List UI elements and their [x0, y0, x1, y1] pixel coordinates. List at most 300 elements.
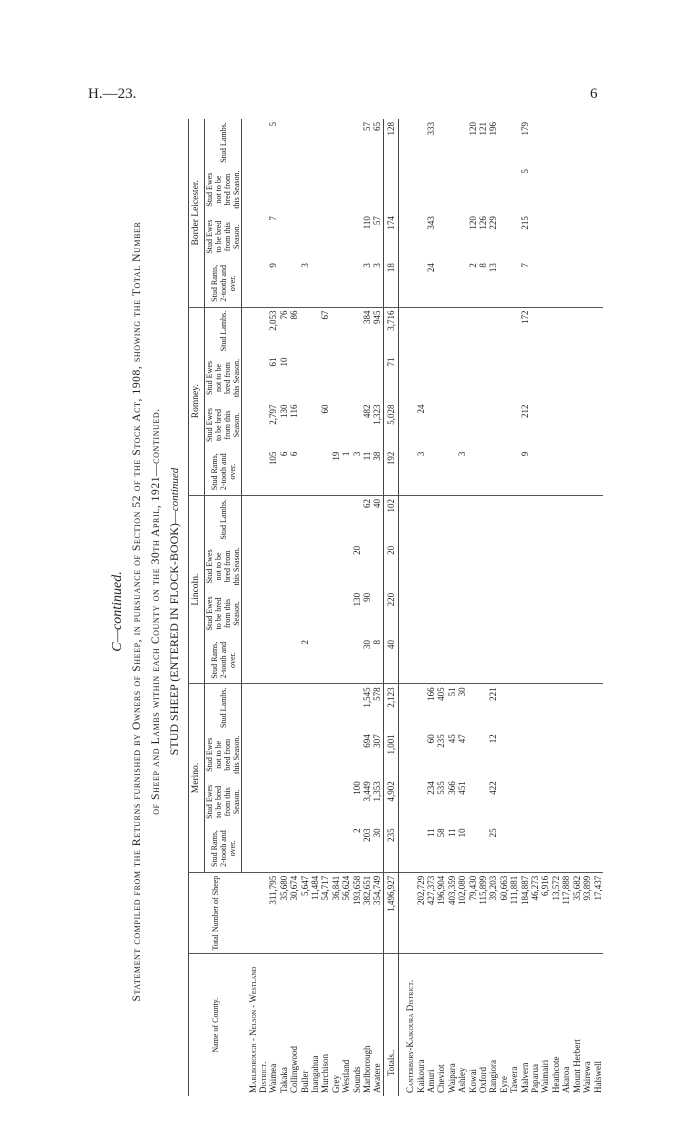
count-cell	[436, 449, 446, 496]
county-column-header: Name of County.	[189, 954, 242, 1096]
count-cell	[426, 402, 436, 449]
count-cell	[320, 684, 330, 731]
count-cell: 3	[372, 263, 383, 268]
empty-cell	[242, 449, 269, 496]
count-cell	[530, 449, 540, 496]
empty-cell	[399, 307, 416, 354]
count-cell	[478, 543, 488, 590]
count-cell	[447, 354, 457, 401]
table-row	[362, 119, 372, 1096]
count-cell	[447, 166, 457, 213]
county-name: Heathcote	[551, 954, 561, 1096]
count-cell	[426, 307, 436, 354]
count-cell: 100	[351, 781, 362, 795]
count-cell	[530, 260, 540, 307]
total-cell: 427,373	[426, 872, 436, 954]
count-cell: 482	[361, 404, 372, 419]
count-cell	[300, 590, 310, 637]
count-cell	[457, 213, 467, 260]
count-cell	[279, 166, 289, 213]
count-cell	[540, 354, 550, 401]
count-cell	[331, 731, 341, 778]
count-cell	[320, 119, 330, 166]
county-name: Malvern	[520, 954, 530, 1096]
county-name: Amuri	[426, 954, 436, 1096]
count-cell	[478, 684, 488, 731]
count-cell: 110	[361, 216, 372, 230]
romney-ewes-not-bred-header: Stud Ewes not to be bred from this Season.	[205, 354, 242, 401]
total-cell: 60,663	[499, 872, 509, 954]
count-cell	[289, 119, 299, 166]
count-cell	[540, 590, 550, 637]
totals-label: Totals..	[383, 954, 398, 1096]
empty-cell	[242, 825, 269, 872]
count-cell	[372, 590, 383, 637]
count-cell: 24	[415, 404, 426, 414]
count-cell	[289, 166, 299, 213]
count-cell	[341, 731, 351, 778]
count-cell	[331, 119, 341, 166]
count-cell	[310, 731, 320, 778]
count-cell	[572, 166, 582, 213]
count-cell: 343	[426, 216, 436, 230]
count-cell	[540, 684, 550, 731]
count-cell	[279, 543, 289, 590]
count-cell	[582, 354, 592, 401]
count-cell: 6	[289, 451, 300, 457]
count-cell: 128	[383, 119, 398, 166]
count-cell	[530, 778, 540, 825]
count-cell	[488, 402, 498, 449]
count-cell	[561, 543, 571, 590]
county-name: Buller	[300, 954, 310, 1096]
count-cell	[509, 778, 519, 825]
county-name: Tawera	[509, 954, 519, 1096]
table-row	[310, 119, 320, 1096]
count-cell	[509, 543, 519, 590]
count-cell	[341, 260, 351, 307]
count-cell	[426, 495, 436, 542]
count-cell	[488, 166, 498, 213]
count-cell	[593, 307, 603, 354]
count-cell: 384	[362, 307, 372, 354]
count-cell	[268, 684, 278, 731]
count-cell	[499, 590, 509, 637]
count-cell	[572, 778, 582, 825]
count-cell	[341, 637, 351, 684]
county-name: Takaka	[279, 954, 289, 1096]
romney-lambs-header: Stud Lambs.	[205, 307, 242, 354]
count-cell	[478, 166, 488, 213]
count-cell	[530, 307, 540, 354]
empty-cell	[399, 731, 416, 778]
lincoln-rams-header: Stud Rams, 2-tooth and over.	[205, 637, 242, 684]
count-cell: 5,028	[383, 402, 398, 449]
count-cell	[468, 825, 478, 872]
merino-header: Merino.	[189, 684, 205, 872]
count-cell	[520, 637, 530, 684]
total-cell: 202,729	[416, 872, 426, 954]
count-cell	[582, 778, 592, 825]
count-cell: 2,123	[383, 684, 398, 731]
page-number: 6	[590, 86, 598, 102]
count-cell	[310, 354, 320, 401]
count-cell	[551, 778, 561, 825]
empty-cell	[242, 637, 269, 684]
count-cell	[310, 495, 320, 542]
count-cell	[436, 590, 446, 637]
border-leicester-header: Border Leicester.	[189, 119, 205, 307]
count-cell: 1,001	[383, 731, 398, 778]
count-cell	[509, 213, 519, 260]
count-cell	[478, 495, 488, 542]
county-name: Ashley	[457, 954, 467, 1096]
count-cell: 12	[488, 734, 499, 744]
count-cell	[268, 778, 278, 825]
count-cell: 19	[330, 451, 341, 461]
count-cell	[300, 307, 310, 354]
count-cell: 196	[488, 122, 499, 136]
romney-ewes-bred-header: Stud Ewes to be bred from this Season.	[205, 402, 242, 449]
count-cell	[457, 119, 467, 166]
count-cell	[540, 637, 550, 684]
county-name: Westland	[341, 954, 351, 1096]
count-cell	[279, 684, 289, 731]
count-cell: 105	[268, 451, 279, 466]
count-cell	[551, 354, 561, 401]
rotated-statement	[108, 119, 613, 1104]
count-cell	[436, 119, 446, 166]
count-cell: 102	[383, 495, 398, 542]
count-cell	[331, 495, 341, 542]
count-cell	[488, 307, 498, 354]
county-name: Kaikoura	[416, 954, 426, 1096]
romney-header: Romney.	[189, 307, 205, 495]
count-cell	[540, 119, 550, 166]
count-cell: 25	[488, 828, 499, 838]
count-cell: 215	[519, 216, 530, 230]
count-cell	[447, 495, 457, 542]
count-cell	[468, 495, 478, 542]
county-name: Mount Herbert	[572, 954, 582, 1096]
county-name: Wairewa	[582, 954, 592, 1096]
count-cell	[509, 354, 519, 401]
count-cell	[572, 637, 582, 684]
empty-cell	[399, 354, 416, 401]
count-cell: 192	[383, 449, 398, 496]
count-cell	[488, 449, 498, 496]
count-cell	[572, 684, 582, 731]
count-cell	[416, 119, 426, 166]
count-cell	[499, 731, 509, 778]
table-row	[352, 119, 362, 1096]
count-cell	[540, 731, 550, 778]
count-cell	[593, 354, 603, 401]
count-cell: 20	[383, 543, 398, 590]
count-cell	[530, 495, 540, 542]
count-cell: 694	[361, 734, 372, 748]
count-cell: 116	[289, 404, 300, 418]
total-cell: 1,496,927	[383, 872, 398, 954]
count-cell	[520, 590, 530, 637]
count-cell: 203	[361, 828, 372, 842]
count-cell	[289, 778, 299, 825]
count-cell: 3	[299, 263, 310, 268]
count-cell	[499, 637, 509, 684]
count-cell: 3	[457, 451, 468, 457]
count-cell	[509, 495, 519, 542]
table-subtitle-main: STUD SHEEP (ENTERED IN FLOCK-BOOK)—	[167, 511, 181, 756]
count-cell	[300, 778, 310, 825]
count-cell	[530, 166, 540, 213]
count-cell	[499, 402, 509, 449]
count-cell	[310, 307, 320, 354]
count-cell	[520, 684, 530, 731]
count-cell	[582, 307, 592, 354]
count-cell: 3	[415, 451, 426, 457]
county-name: Paparua	[530, 954, 540, 1096]
count-cell	[551, 307, 561, 354]
count-cell: 62	[362, 495, 372, 542]
count-cell: 86	[289, 307, 299, 354]
count-cell: 18	[383, 260, 398, 307]
table-subtitle	[167, 119, 182, 1104]
count-cell	[372, 166, 383, 213]
border-leicester-ewes-bred-header: Stud Ewes to be bred from this Season.	[205, 213, 242, 260]
count-cell: 120	[467, 122, 478, 136]
count-cell	[520, 495, 530, 542]
count-cell	[331, 778, 341, 825]
lincoln-ewes-not-bred-header: Stud Ewes not to be bred from this Season.	[205, 543, 242, 590]
empty-cell	[399, 213, 416, 260]
count-cell	[436, 166, 446, 213]
total-cell: 5,647	[300, 872, 310, 954]
count-cell	[582, 825, 592, 872]
count-cell	[310, 543, 320, 590]
total-cell: 13,572	[551, 872, 561, 954]
count-cell	[289, 354, 299, 401]
empty-cell	[399, 637, 416, 684]
count-cell: 578	[372, 684, 383, 731]
statement-title-line2: of Sheep and Lambs within each County on the 30th April, 1921—continued.	[150, 408, 162, 815]
count-cell	[300, 731, 310, 778]
count-cell	[436, 495, 446, 542]
table-row	[582, 119, 592, 1096]
count-cell	[352, 637, 362, 684]
count-cell: 45	[446, 734, 457, 744]
empty-cell	[242, 354, 269, 401]
count-cell	[593, 543, 603, 590]
empty-cell	[242, 778, 269, 825]
total-cell: 196,904	[436, 872, 446, 954]
count-cell	[530, 354, 540, 401]
count-cell: 366	[446, 781, 457, 795]
count-cell	[320, 449, 330, 496]
count-cell	[352, 495, 362, 542]
count-cell	[509, 307, 519, 354]
count-cell	[572, 495, 582, 542]
count-cell	[540, 778, 550, 825]
count-cell	[530, 119, 540, 166]
count-cell	[279, 119, 289, 166]
count-cell	[279, 590, 289, 637]
county-name: Akaroa	[561, 954, 571, 1096]
count-cell	[551, 495, 561, 542]
county-name: Collingwood	[289, 954, 299, 1096]
count-cell	[509, 684, 519, 731]
count-cell	[341, 119, 351, 166]
count-cell	[416, 731, 426, 778]
count-cell	[572, 543, 582, 590]
count-cell	[593, 684, 603, 731]
count-cell	[416, 260, 426, 307]
count-cell	[509, 449, 519, 496]
count-cell	[561, 307, 571, 354]
count-cell	[447, 543, 457, 590]
count-cell	[310, 166, 320, 213]
statement-title-line1: Statement compiled from the Returns furnished by Owners of Sheep, in pursuance of Section 52 of the Stock Act, 1908, showing the Total Number	[131, 221, 143, 1002]
county-name: Rangiora	[488, 954, 498, 1096]
count-cell: 8	[478, 263, 489, 268]
count-cell: 10	[278, 357, 289, 367]
count-cell: 2	[351, 828, 362, 833]
count-cell	[310, 684, 320, 731]
count-cell	[320, 590, 330, 637]
table-row	[268, 119, 278, 1096]
count-cell	[320, 166, 330, 213]
count-cell	[416, 354, 426, 401]
county-name: Kowai	[468, 954, 478, 1096]
count-cell	[331, 260, 341, 307]
count-cell	[582, 260, 592, 307]
count-cell	[582, 731, 592, 778]
count-cell	[300, 402, 310, 449]
count-cell	[572, 449, 582, 496]
count-cell	[310, 778, 320, 825]
count-cell	[572, 119, 582, 166]
count-cell	[320, 354, 330, 401]
count-cell	[540, 166, 550, 213]
count-cell	[499, 825, 509, 872]
empty-cell	[399, 260, 416, 307]
count-cell: 1,323	[372, 404, 383, 425]
count-cell: 30	[361, 639, 372, 649]
count-cell	[488, 495, 498, 542]
count-cell	[468, 354, 478, 401]
count-cell	[331, 684, 341, 731]
count-cell	[561, 166, 571, 213]
empty-cell	[399, 825, 416, 872]
count-cell	[362, 543, 372, 590]
count-cell	[320, 260, 330, 307]
total-cell: 35,682	[572, 872, 582, 954]
count-cell	[341, 495, 351, 542]
count-cell	[300, 166, 310, 213]
count-cell	[289, 543, 299, 590]
count-cell	[416, 166, 426, 213]
count-cell	[499, 543, 509, 590]
count-cell	[457, 637, 467, 684]
table-subtitle-italic: continued	[169, 467, 181, 512]
count-cell	[509, 119, 519, 166]
count-cell	[509, 166, 519, 213]
count-cell: 234	[426, 781, 436, 795]
count-cell	[593, 260, 603, 307]
count-cell	[540, 495, 550, 542]
count-cell	[447, 637, 457, 684]
count-cell	[300, 354, 310, 401]
count-cell	[478, 307, 488, 354]
count-cell: 13	[488, 263, 499, 273]
total-cell: 115,899	[478, 872, 488, 954]
count-cell	[352, 307, 362, 354]
total-column-header: Total Number of Sheep	[189, 872, 242, 954]
count-cell	[352, 402, 362, 449]
count-cell: 30	[372, 828, 383, 838]
count-cell	[331, 166, 341, 213]
count-cell	[593, 119, 603, 166]
total-cell: 39,203	[488, 872, 498, 954]
count-cell	[520, 543, 530, 590]
count-cell	[436, 213, 446, 260]
count-cell	[572, 307, 582, 354]
count-cell	[457, 495, 467, 542]
count-cell	[509, 590, 519, 637]
count-cell	[341, 590, 351, 637]
count-cell: 333	[426, 122, 436, 136]
count-cell: 67	[320, 307, 330, 354]
count-cell	[341, 543, 351, 590]
empty-cell	[399, 543, 416, 590]
count-cell	[341, 402, 351, 449]
empty-cell	[399, 166, 416, 213]
count-cell	[572, 213, 582, 260]
count-cell	[268, 731, 278, 778]
count-cell	[447, 449, 457, 496]
district-name: Marlborough - Nelson - Westland District.	[242, 954, 269, 1096]
count-cell: 2	[467, 263, 478, 268]
count-cell	[436, 307, 446, 354]
count-cell: 220	[383, 590, 398, 637]
count-cell	[289, 825, 299, 872]
count-cell	[310, 260, 320, 307]
count-cell	[520, 825, 530, 872]
count-cell	[300, 449, 310, 496]
count-cell	[468, 684, 478, 731]
table-row	[593, 119, 603, 1096]
count-cell: 126	[478, 216, 489, 230]
total-cell: 30,674	[289, 872, 299, 954]
total-cell: 184,887	[520, 872, 530, 954]
count-cell	[447, 213, 457, 260]
total-cell: 193,658	[352, 872, 362, 954]
count-cell	[468, 449, 478, 496]
count-cell: 235	[436, 734, 447, 748]
count-cell	[436, 402, 446, 449]
county-name: Awatere	[372, 954, 383, 1096]
empty-cell	[242, 872, 269, 954]
count-cell: 945	[372, 307, 383, 354]
count-cell: 11	[426, 828, 436, 838]
county-name: Marlborough	[362, 954, 372, 1096]
district-row	[242, 119, 269, 1096]
count-cell	[447, 260, 457, 307]
count-cell	[520, 778, 530, 825]
table-row	[279, 119, 289, 1096]
count-cell: 6	[278, 451, 289, 457]
count-cell	[561, 637, 571, 684]
count-cell	[310, 213, 320, 260]
